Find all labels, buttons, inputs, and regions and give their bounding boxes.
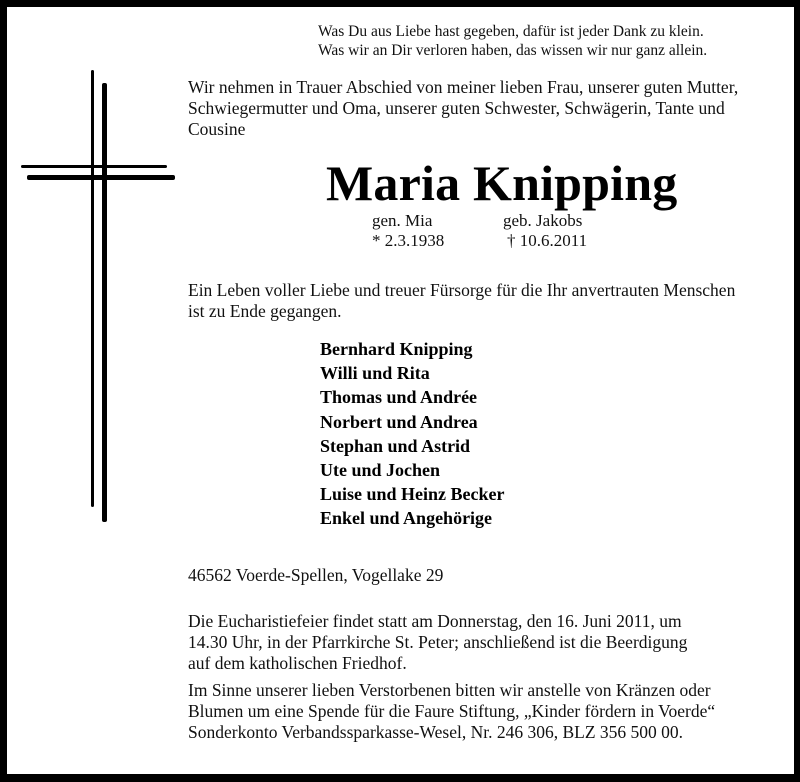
intro-line: Wir nehmen in Trauer Abschied von meiner lieben Frau, unserer guten Mutter,	[188, 77, 739, 97]
life-line: ist zu Ende gegangen.	[188, 301, 342, 321]
motto-verse	[318, 22, 707, 60]
mourner-item: Enkel und Angehörige	[320, 508, 493, 529]
birth-date: * 2.3.1938	[372, 231, 445, 250]
mourner-item: Willi und Rita	[320, 363, 430, 384]
address: 46562 Voerde-Spellen, Vogellake 29	[188, 565, 444, 585]
service-line: Die Eucharistiefeier findet statt am Donnerstag, den 16. Juni 2011, um	[188, 611, 682, 631]
life-text	[188, 280, 788, 322]
service-line: auf dem katholischen Friedhof.	[188, 653, 407, 673]
mourner-item: Luise und Heinz Becker	[320, 484, 505, 505]
intro-text	[188, 77, 788, 140]
service-line: 14.30 Uhr, in der Pfarrkirche St. Peter; anschließend ist die Beerdigung	[188, 632, 688, 652]
motto-line: Was wir an Dir verloren haben, das wissen wir nur ganz allein.	[318, 42, 708, 59]
death-date: † 10.6.2011	[507, 231, 588, 250]
mourner-item: Bernhard Knipping	[320, 339, 473, 359]
donation-info	[188, 680, 788, 743]
intro-line: Cousine	[188, 119, 246, 139]
mourner-item: Norbert und Andrea	[320, 411, 478, 432]
mourner-item: Stephan und Astrid	[320, 435, 471, 456]
deceased-maiden-name: geb. Jakobs	[503, 211, 583, 230]
donation-line: Blumen um eine Spende für die Faure Stiftung, „Kinder fördern in Voerde“	[188, 701, 716, 721]
mourners-list	[320, 337, 505, 531]
intro-line: Schwiegermutter und Oma, unserer guten Schwester, Schwägerin, Tante und	[188, 98, 725, 118]
deceased-name: Maria Knipping	[326, 155, 678, 211]
donation-line: Sonderkonto Verbandssparkasse-Wesel, Nr. 246 306, BLZ 356 500 00.	[188, 722, 684, 742]
mourner-item: Thomas und Andrée	[320, 387, 478, 408]
service-info	[188, 611, 788, 674]
mourner-item: Ute und Jochen	[320, 460, 441, 481]
life-line: Ein Leben voller Liebe und treuer Fürsorge für die Ihr anvertrauten Menschen	[188, 280, 736, 300]
motto-line: Was Du aus Liebe hast gegeben, dafür ist jeder Dank zu klein.	[318, 23, 704, 40]
deceased-nickname: gen. Mia	[372, 211, 433, 230]
donation-line: Im Sinne unserer lieben Verstorbenen bitten wir anstelle von Kränzen oder	[188, 680, 711, 700]
